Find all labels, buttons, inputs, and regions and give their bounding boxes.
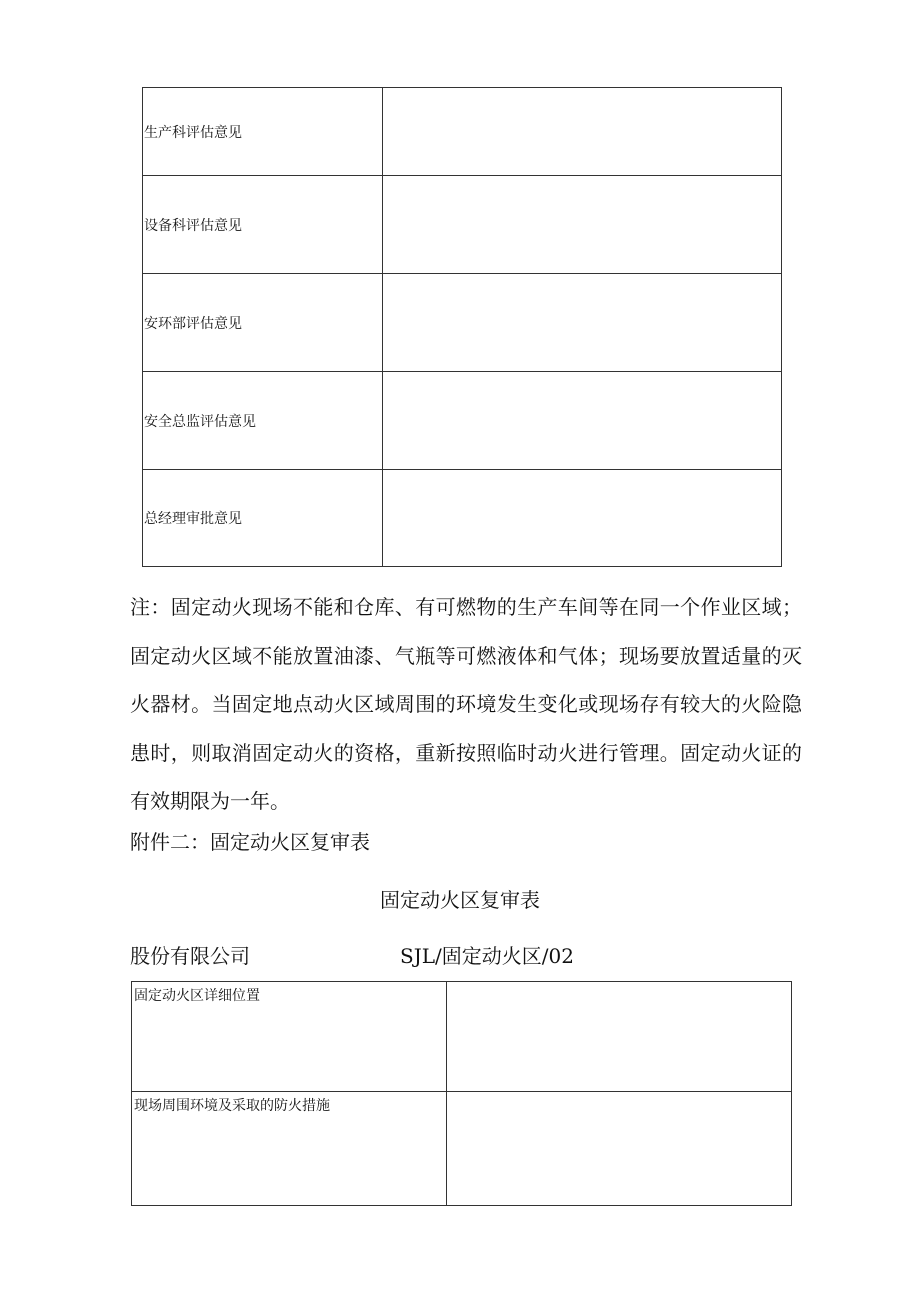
attachment-heading: 附件二：固定动火区复审表 [130, 830, 370, 854]
form-title: 固定动火区复审表 [380, 888, 540, 912]
safety-director-opinion-field[interactable] [383, 372, 782, 470]
table-row [143, 88, 782, 176]
equipment-dept-opinion-field[interactable] [383, 176, 782, 274]
form-code [400, 940, 574, 972]
production-dept-opinion-field[interactable] [383, 88, 782, 176]
opinion-table [142, 87, 782, 567]
equipment-dept-opinion-label: 设备科评估意见 [143, 176, 383, 274]
surroundings-measures-label: 现场周围环境及采取的防火措施 [132, 1092, 447, 1206]
general-manager-approval-label: 总经理审批意见 [143, 470, 383, 567]
company-name: 股份有限公司 [130, 944, 250, 968]
table-row [143, 176, 782, 274]
form-code-suffix: /02 [541, 944, 574, 968]
production-dept-opinion-label: 生产科评估意见 [143, 88, 383, 176]
surroundings-measures-field[interactable] [447, 1092, 792, 1206]
table-row [143, 470, 782, 567]
form-code-middle: 固定动火区 [441, 944, 542, 968]
form-code-prefix: SJL/ [400, 944, 442, 968]
table-row [143, 372, 782, 470]
detailed-location-label: 固定动火区详细位置 [132, 982, 447, 1092]
table-row [132, 1092, 792, 1206]
safety-env-dept-opinion-field[interactable] [383, 274, 782, 372]
note-paragraph: 注：固定动火现场不能和仓库、有可燃物的生产车间等在同一个作业区域；固定动火区域不能放置油漆、气瓶等可燃液体和气体；现场要放置适量的灭火器材。当固定地点动火区域周围的环境发生变化或现场存有较大的火险隐患时，则取消固定动火的资格，重新按照临时动火进行管理。固定动火证的有效期限为一年。 [130, 595, 802, 813]
table-row [143, 274, 782, 372]
safety-director-opinion-label: 安全总监评估意见 [143, 372, 383, 470]
detailed-location-field[interactable] [447, 982, 792, 1092]
review-table [131, 981, 792, 1206]
general-manager-approval-field[interactable] [383, 470, 782, 567]
safety-env-dept-opinion-label: 安环部评估意见 [143, 274, 383, 372]
table-row [132, 982, 792, 1092]
